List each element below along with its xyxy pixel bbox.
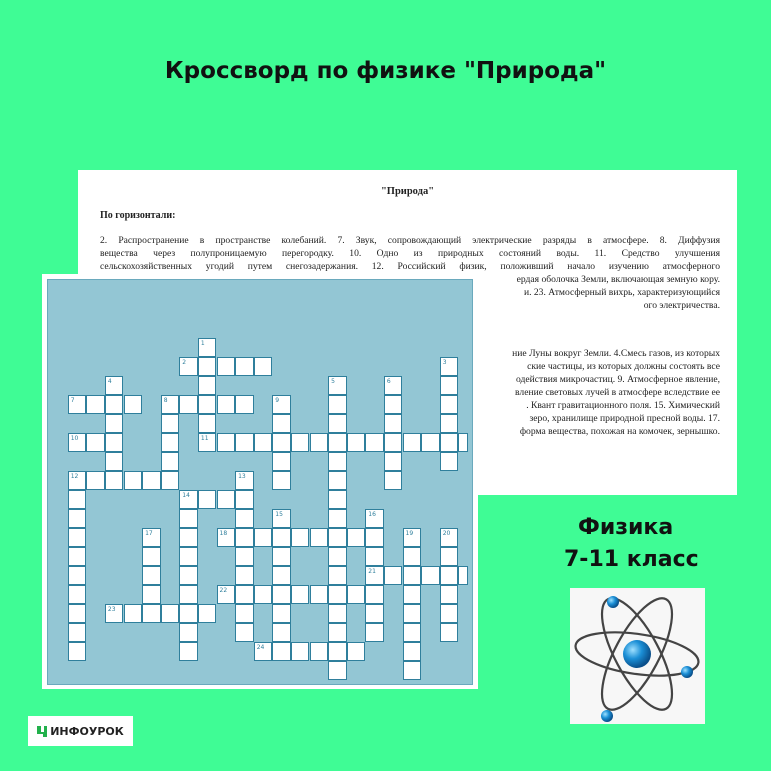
- crossword-cell[interactable]: [68, 509, 87, 528]
- clue-line: зеро, хранилище природной пресной воды. 17.: [529, 413, 720, 424]
- clue-line: ердая оболочка Земли, включающая земную кору.: [516, 274, 720, 285]
- clue-number: 3: [442, 359, 447, 366]
- crossword-cell[interactable]: [179, 566, 198, 585]
- crossword-cell[interactable]: [161, 471, 180, 490]
- crossword-cell[interactable]: [272, 433, 291, 452]
- crossword-cell[interactable]: [105, 395, 124, 414]
- crossword-cell[interactable]: [384, 566, 403, 585]
- crossword-cell[interactable]: [198, 604, 217, 623]
- clue-number: 10: [70, 435, 79, 442]
- page-title: Кроссворд по физике "Природа": [164, 58, 607, 84]
- clue-line: ого электричества.: [643, 300, 720, 311]
- crossword-cell[interactable]: [328, 433, 347, 452]
- clue-number: 5: [331, 378, 335, 385]
- crossword-cell[interactable]: [403, 585, 422, 604]
- clue-number: 7: [70, 397, 75, 404]
- crossword-cell[interactable]: [235, 395, 254, 414]
- crossword-cell[interactable]: [365, 585, 384, 604]
- crossword-cell[interactable]: [328, 452, 347, 471]
- clue-number: 1: [200, 340, 205, 347]
- crossword-cell[interactable]: [328, 623, 347, 642]
- crossword-cell[interactable]: [328, 414, 347, 433]
- crossword-cell[interactable]: [142, 471, 161, 490]
- crossword-cell[interactable]: [179, 642, 198, 661]
- crossword-cell[interactable]: [235, 357, 254, 376]
- crossword-cell[interactable]: [328, 585, 347, 604]
- crossword-cell[interactable]: [458, 566, 468, 585]
- crossword-cell[interactable]: [105, 452, 124, 471]
- crossword-cell[interactable]: [198, 414, 217, 433]
- crossword-cell[interactable]: [272, 642, 291, 661]
- crossword-cell[interactable]: [68, 490, 87, 509]
- crossword-cell[interactable]: [272, 566, 291, 585]
- crossword-cell[interactable]: [384, 471, 403, 490]
- crossword-cell[interactable]: [179, 547, 198, 566]
- crossword-cell[interactable]: [68, 566, 87, 585]
- crossword-cell[interactable]: [235, 528, 254, 547]
- crossword-cell[interactable]: [310, 585, 329, 604]
- crossword-cell[interactable]: [272, 623, 291, 642]
- clue-line: вление световых лучей в атмосфере вследствие ее: [515, 387, 720, 398]
- clue-number: 8: [163, 397, 168, 404]
- crossword-cell[interactable]: [440, 395, 459, 414]
- crossword-cell[interactable]: [68, 528, 87, 547]
- crossword-cell[interactable]: [68, 585, 87, 604]
- crossword-cell[interactable]: [328, 604, 347, 623]
- crossword-cell[interactable]: [291, 528, 310, 547]
- clue-number: 19: [405, 530, 414, 537]
- crossword-cell[interactable]: [310, 642, 329, 661]
- crossword-cell[interactable]: [105, 471, 124, 490]
- crossword-cell[interactable]: [440, 433, 459, 452]
- clue-number: 11: [200, 435, 209, 442]
- horizontal-heading: По горизонтали:: [100, 210, 176, 221]
- clue-number: 22: [219, 587, 228, 594]
- crossword-cell[interactable]: [235, 547, 254, 566]
- crossword-cell[interactable]: [328, 528, 347, 547]
- crossword-cell[interactable]: [142, 604, 161, 623]
- clue-number: 2: [182, 359, 187, 366]
- crossword-cell[interactable]: [254, 528, 273, 547]
- crossword-cell[interactable]: [235, 433, 254, 452]
- crossword-cell[interactable]: [124, 604, 143, 623]
- crossword-cell[interactable]: [347, 528, 366, 547]
- crossword-cell[interactable]: [68, 547, 87, 566]
- crossword-cell[interactable]: [365, 433, 384, 452]
- clue-number: 15: [275, 511, 283, 518]
- crossword-cell[interactable]: [272, 604, 291, 623]
- crossword-cell[interactable]: [124, 471, 143, 490]
- crossword-cell[interactable]: [179, 623, 198, 642]
- crossword-cell[interactable]: [291, 585, 310, 604]
- clue-number: 9: [275, 397, 280, 404]
- clue-line: одействия микрочастиц. 9. Атмосферное явление,: [515, 374, 720, 385]
- clue-number: 18: [219, 530, 228, 537]
- logo-text: ИНФОУРОК: [50, 724, 124, 738]
- crossword-cell[interactable]: [440, 566, 459, 585]
- crossword-cell[interactable]: [403, 547, 422, 566]
- crossword-cell[interactable]: [421, 433, 440, 452]
- crossword-cell[interactable]: [86, 395, 105, 414]
- crossword-cell[interactable]: [161, 452, 180, 471]
- crossword-cell[interactable]: [105, 414, 124, 433]
- crossword-cell[interactable]: [86, 471, 105, 490]
- crossword-cell[interactable]: [384, 433, 403, 452]
- crossword-cell[interactable]: [142, 566, 161, 585]
- clue-line: и. 23. Атмосферный вихрь, характеризующийся: [523, 287, 720, 298]
- crossword-cell[interactable]: [254, 357, 273, 376]
- clue-number: 4: [107, 378, 112, 385]
- crossword-cell[interactable]: [272, 547, 291, 566]
- crossword-cell[interactable]: [235, 490, 254, 509]
- clue-number: 21: [368, 568, 376, 575]
- crossword-cell[interactable]: [254, 585, 273, 604]
- crossword-cell[interactable]: [217, 395, 236, 414]
- crossword-cell[interactable]: [440, 452, 459, 471]
- crossword-cell[interactable]: [235, 604, 254, 623]
- crossword-cell[interactable]: [235, 509, 254, 528]
- crossword-cell[interactable]: [254, 433, 273, 452]
- clue-number: 14: [182, 492, 190, 499]
- crossword-cell[interactable]: [179, 604, 198, 623]
- crossword-cell[interactable]: [365, 604, 384, 623]
- clue-number: 24: [256, 644, 265, 651]
- crossword-cell[interactable]: [142, 547, 161, 566]
- crossword-cell[interactable]: [403, 642, 422, 661]
- crossword-cell[interactable]: [328, 547, 347, 566]
- crossword-cell[interactable]: [365, 623, 384, 642]
- atom-image: [570, 588, 705, 724]
- crossword-cell[interactable]: [440, 414, 459, 433]
- crossword-cell[interactable]: [161, 433, 180, 452]
- logo-mark-icon: [37, 726, 47, 737]
- clue-line: ские частицы, из которых должны состоять все: [527, 361, 720, 372]
- crossword-cell[interactable]: [403, 623, 422, 642]
- atom-icon: [570, 588, 705, 724]
- crossword-cell[interactable]: [198, 490, 217, 509]
- crossword-cell[interactable]: [179, 509, 198, 528]
- crossword-cell[interactable]: [235, 623, 254, 642]
- clue-number: 12: [70, 473, 79, 480]
- crossword-cell[interactable]: [272, 585, 291, 604]
- clue-line: . Квант гравитационного поля. 15. Химический: [526, 400, 720, 411]
- crossword-cell[interactable]: [291, 642, 310, 661]
- crossword-cell[interactable]: [440, 585, 459, 604]
- crossword-cell[interactable]: [384, 395, 403, 414]
- crossword-cell[interactable]: [105, 433, 124, 452]
- crossword-cell[interactable]: [440, 623, 459, 642]
- infourok-logo[interactable]: [28, 716, 133, 746]
- crossword-cell[interactable]: [68, 642, 87, 661]
- crossword-cell[interactable]: [328, 661, 347, 680]
- crossword-cell[interactable]: [403, 661, 422, 680]
- crossword-cell[interactable]: [328, 490, 347, 509]
- crossword-cell[interactable]: [328, 566, 347, 585]
- crossword-cell[interactable]: [272, 414, 291, 433]
- grade-range: 7-11 класс: [564, 547, 699, 572]
- crossword-cell[interactable]: [68, 623, 87, 642]
- crossword-cell[interactable]: [347, 433, 366, 452]
- crossword-cell[interactable]: [347, 585, 366, 604]
- crossword-cell[interactable]: [440, 604, 459, 623]
- clue-line: сельскохозяйственных угодий путем снегозадержания. 12. Российский физик, положивший начало изучению атмосферного: [100, 261, 720, 272]
- crossword-cell[interactable]: [179, 395, 198, 414]
- crossword-cell[interactable]: [440, 376, 459, 395]
- crossword-cell[interactable]: [403, 604, 422, 623]
- crossword-cell[interactable]: [217, 433, 236, 452]
- crossword-cell[interactable]: [365, 547, 384, 566]
- subject-label: [560, 512, 760, 576]
- crossword-cell[interactable]: [198, 395, 217, 414]
- crossword-cell[interactable]: [310, 433, 329, 452]
- crossword-cell[interactable]: [291, 433, 310, 452]
- crossword-cell[interactable]: [142, 585, 161, 604]
- crossword-cell[interactable]: [365, 528, 384, 547]
- crossword-cell[interactable]: [179, 528, 198, 547]
- subject-name: Физика: [578, 515, 674, 540]
- crossword-cell[interactable]: [161, 604, 180, 623]
- crossword-cell[interactable]: [421, 566, 440, 585]
- crossword-cell[interactable]: [328, 395, 347, 414]
- crossword-cell[interactable]: [235, 566, 254, 585]
- crossword-cell[interactable]: [161, 414, 180, 433]
- clue-number: 16: [368, 511, 376, 518]
- crossword-cell[interactable]: [328, 642, 347, 661]
- crossword-cell[interactable]: [458, 433, 468, 452]
- crossword-cell[interactable]: [217, 357, 236, 376]
- clue-number: 17: [145, 530, 153, 537]
- crossword-cell[interactable]: [310, 528, 329, 547]
- crossword-cell[interactable]: [198, 376, 217, 395]
- clue-number: 23: [107, 606, 116, 613]
- crossword-cell[interactable]: [403, 433, 422, 452]
- crossword-cell[interactable]: [217, 490, 236, 509]
- clue-number: 20: [442, 530, 451, 537]
- crossword-cell[interactable]: [272, 528, 291, 547]
- document-title: "Природа": [380, 186, 435, 197]
- clue-line: форма вещества, похожая на комочек, зернышко.: [519, 426, 720, 437]
- crossword-cell[interactable]: [272, 471, 291, 490]
- crossword-cell[interactable]: [272, 452, 291, 471]
- clue-number: 13: [238, 473, 246, 480]
- crossword-grid: [47, 279, 473, 685]
- crossword-cell[interactable]: [347, 642, 366, 661]
- clue-number: 6: [386, 378, 391, 385]
- crossword-cell[interactable]: [403, 566, 422, 585]
- clue-line: ние Луны вокруг Земли. 4.Смесь газов, из которых: [512, 348, 720, 359]
- crossword-cell[interactable]: [384, 414, 403, 433]
- crossword-cell[interactable]: [68, 604, 87, 623]
- crossword-cell[interactable]: [328, 471, 347, 490]
- crossword-cell[interactable]: [235, 585, 254, 604]
- crossword-cell[interactable]: [179, 585, 198, 604]
- crossword-panel: [42, 274, 478, 689]
- crossword-cell[interactable]: [328, 509, 347, 528]
- crossword-cell[interactable]: [440, 547, 459, 566]
- clue-line: 2. Распространение в пространстве колебаний. 7. Звук, сопровождающий электрические разряды в атмосфере. 8. Диффузия: [100, 235, 720, 246]
- crossword-cell[interactable]: [124, 395, 143, 414]
- crossword-cell[interactable]: [86, 433, 105, 452]
- crossword-cell[interactable]: [198, 357, 217, 376]
- crossword-cell[interactable]: [384, 452, 403, 471]
- clue-line: вещества через полупроницаемую перегородку. 10. Одно из природных состояний воды. 11. Средство улучшения: [100, 248, 720, 259]
